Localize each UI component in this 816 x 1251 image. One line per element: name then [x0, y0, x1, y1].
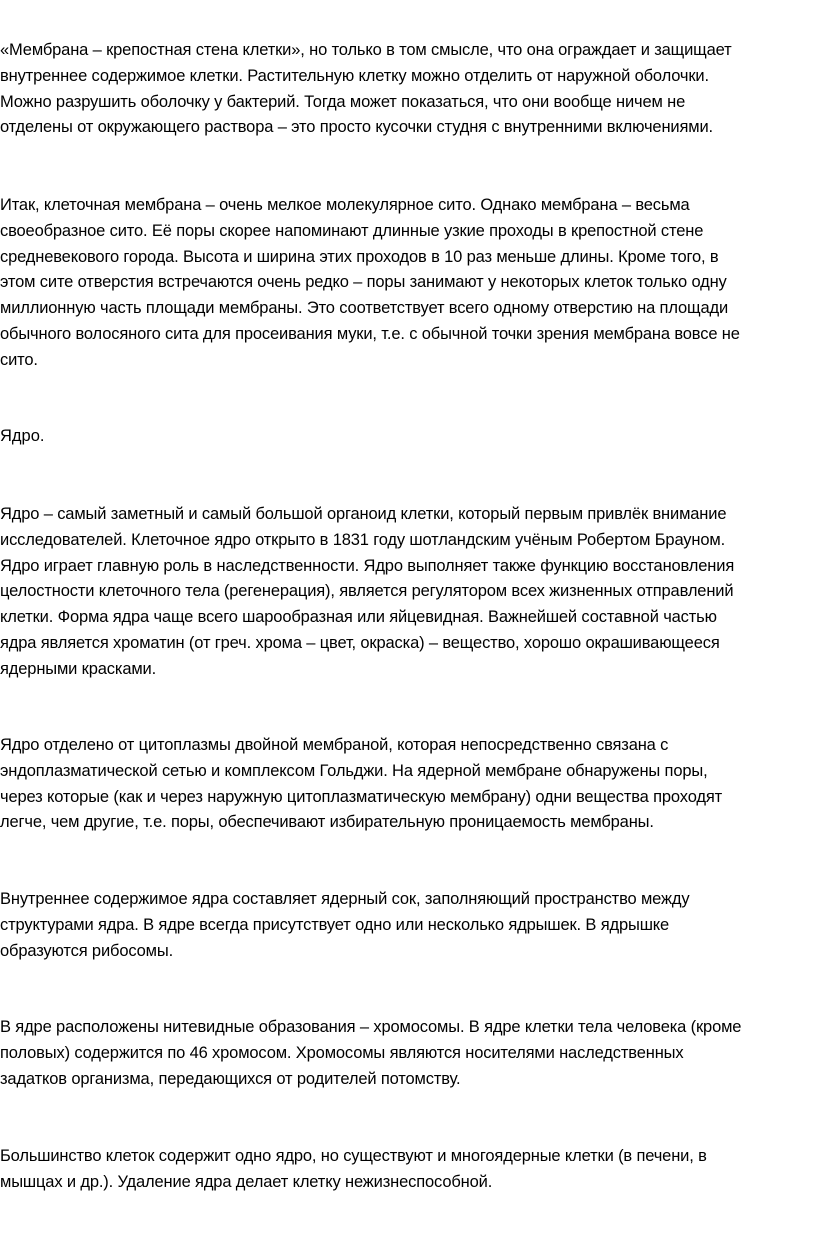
paragraph-nuclear-membrane: [0, 733, 812, 836]
paragraph-multinucleate: [0, 1144, 812, 1196]
paragraph-membrane-fortress: [0, 38, 812, 141]
text-line: Итак, клеточная мембрана – очень мелкое молекулярное сито. Однако мембрана – весьма: [0, 196, 690, 214]
text-line: половых) содержится по 46 хромосом. Хромосомы являются носителями наследственных: [0, 1043, 684, 1062]
paragraph-membrane-sieve: [0, 193, 812, 374]
text-line: эндоплазматической сетью и комплексом Гольджи. На ядерной мембране обнаружены поры,: [0, 761, 708, 780]
text-line: мышцах и др.). Удаление ядра делает клетку нежизнеспособной.: [0, 1172, 493, 1191]
text-line: средневекового города. Высота и ширина этих проходов в 10 раз меньше длины. Кроме того, в: [0, 247, 719, 266]
text-line: этом сите отверстия встречаются очень редко – поры занимают у некоторых клеток только одну: [0, 273, 727, 292]
text-line: образуются рибосомы.: [0, 941, 173, 960]
text-line: Ядро отделено от цитоплазмы двойной мембраной, которая непосредственно связана с: [0, 736, 669, 754]
section-heading-nucleus: [0, 424, 44, 450]
text-line: В ядре расположены нитевидные образования – хромосомы. В ядре клетки тела человека (кроме: [0, 1018, 742, 1036]
text-line: легче, чем другие, т.е. поры, обеспечивают избирательную проницаемость мембраны.: [0, 813, 654, 832]
text-line: Внутреннее содержимое ядра составляет ядерный сок, заполняющий пространство между: [0, 890, 690, 908]
text-line: ядра является хроматин (от греч. хрома – цвет, окраска) – вещество, хорошо окрашивающееся: [0, 633, 720, 652]
text-line: задатков организма, передающихся от родителей потомству.: [0, 1069, 461, 1088]
text-line: «Мембрана – крепостная стена клетки», но только в том смысле, что она ограждает и защищает: [0, 41, 732, 59]
text-line: клетки. Форма ядра чаще всего шарообразная или яйцевидная. Важнейшей составной частью: [0, 608, 717, 627]
text-line: исследователей. Клеточное ядро открыто в 1831 году шотландским учёным Робертом Брауном.: [0, 530, 726, 549]
text-line: структурами ядра. В ядре всегда присутствует одно или несколько ядрышек. В ядрышке: [0, 915, 670, 934]
text-line: отделены от окружающего раствора – это просто кусочки студня с внутренними включениями.: [0, 118, 713, 137]
text-line: Ядро – самый заметный и самый большой органоид клетки, который первым привлёк внимание: [0, 505, 727, 523]
text-line: Ядро играет главную роль в наследственности. Ядро выполняет также функцию восстановления: [0, 556, 735, 575]
text-line: сито.: [0, 350, 38, 369]
paragraph-nuclear-sap: [0, 887, 812, 964]
text-line: через которые (как и через наружную цитоплазматическую мембрану) одни вещества проходят: [0, 787, 723, 806]
text-line: своеобразное сито. Её поры скорее напоминают длинные узкие проходы в крепостной стене: [0, 221, 704, 240]
paragraph-chromosomes: [0, 1015, 812, 1092]
text-line: целостности клеточного тела (регенерация), является регулятором всех жизненных отправлений: [0, 582, 734, 601]
heading-text: Ядро.: [0, 427, 45, 445]
text-line: Можно разрушить оболочку у бактерий. Тогда может показаться, что они вообще ничем не: [0, 92, 686, 111]
text-line: миллионную часть площади мембраны. Это соответствует всего одному отверстию на площади: [0, 299, 729, 318]
text-line: внутреннее содержимое клетки. Растительную клетку можно отделить от наружной оболочки.: [0, 66, 709, 85]
paragraph-nucleus-overview: [0, 502, 812, 683]
text-line: обычного волосяного сита для просеивания муки, т.е. с обычной точки зрения мембрана вовсе не: [0, 324, 740, 343]
text-line: ядерными красками.: [0, 659, 157, 678]
text-line: Большинство клеток содержит одно ядро, но существуют и многоядерные клетки (в печени, в: [0, 1147, 707, 1165]
